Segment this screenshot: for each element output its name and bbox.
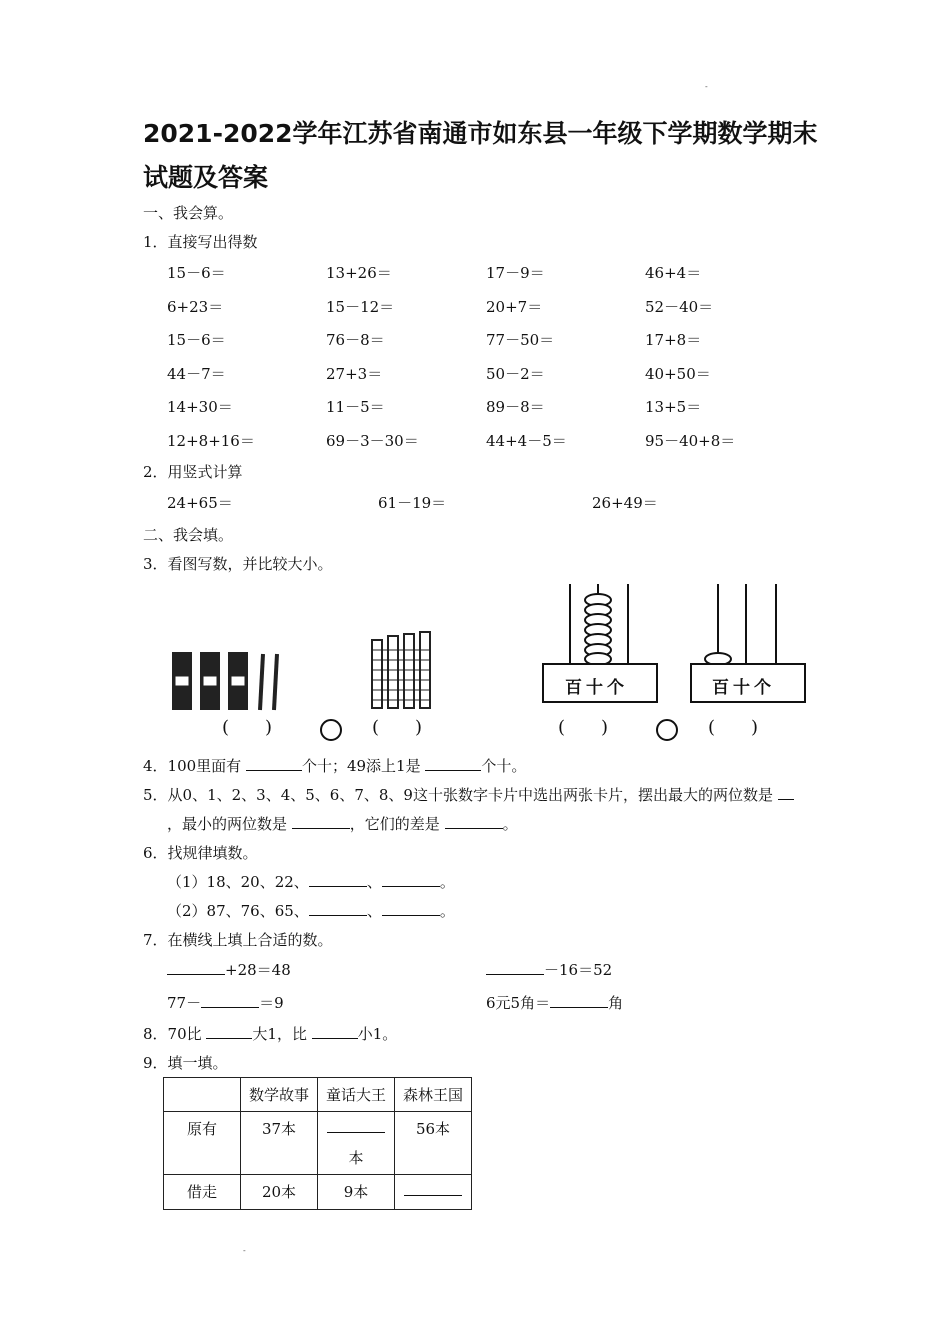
label-tens: 十 — [586, 678, 607, 698]
arithmetic-item: 13+26＝ — [326, 264, 392, 282]
arithmetic-item: 52－40＝ — [645, 298, 714, 316]
arithmetic-item: 44+4－5＝ — [486, 432, 567, 450]
q7-c — [167, 993, 284, 1013]
arithmetic-item: 77－50＝ — [486, 331, 555, 349]
table-cell: 20本 — [241, 1175, 318, 1210]
q4-text: 个十。 — [481, 757, 527, 775]
arithmetic-item: 46+4＝ — [645, 264, 702, 282]
answer-blank[interactable] — [309, 901, 367, 916]
q6-sequence: （1）18、20、22、 — [167, 873, 309, 891]
answer-paren: ( ) — [222, 717, 273, 738]
arithmetic-item: 6+23＝ — [167, 298, 224, 316]
arithmetic-item: 15－6＝ — [167, 264, 226, 282]
cube-columns — [372, 632, 430, 708]
arithmetic-item: 15－12＝ — [326, 298, 395, 316]
arithmetic-item: 20+7＝ — [486, 298, 543, 316]
table-cell — [395, 1175, 472, 1210]
q2-label: 2．用竖式计算 — [143, 463, 243, 481]
q8 — [143, 1024, 397, 1044]
table-row — [164, 1175, 472, 1210]
books-table — [163, 1077, 472, 1210]
compare-circle — [318, 717, 344, 743]
q7-equation: 77－ — [167, 994, 202, 1012]
arithmetic-item: 50－2＝ — [486, 365, 545, 383]
page-title: 2021-2022学年江苏省南通市如东县一年级下学期数学期末试题及答案 — [143, 119, 818, 192]
section-1-heading: 一、我会算。 — [143, 204, 234, 222]
stick-bundle — [172, 652, 277, 710]
arithmetic-item: 17－9＝ — [486, 264, 545, 282]
q5-text: ，最小的两位数是 — [167, 815, 288, 833]
answer-blank[interactable] — [201, 993, 259, 1008]
arithmetic-item: 15－6＝ — [167, 331, 226, 349]
answer-blank[interactable] — [312, 1024, 358, 1039]
answer-blank[interactable] — [778, 785, 794, 800]
q2-item: 24+65＝ — [167, 494, 233, 512]
arithmetic-item: 14+30＝ — [167, 398, 233, 416]
q7-equation: 6元5角＝ — [486, 994, 551, 1012]
q5-text: 。 — [502, 815, 518, 833]
label-hundreds: 百 — [565, 678, 586, 698]
answer-blank[interactable] — [486, 960, 544, 975]
period: 。 — [439, 873, 455, 891]
answer-blank[interactable] — [292, 814, 350, 829]
answer-paren: ( ) — [558, 717, 609, 738]
unit-text: 本 — [348, 1149, 364, 1167]
table-header: 童话大王 — [318, 1078, 395, 1112]
q8-text: 大1，比 — [252, 1025, 307, 1043]
q7-label: 7．在横线上填上合适的数。 — [143, 931, 333, 949]
q7-equation: 角 — [608, 994, 624, 1012]
row-label: 原有 — [164, 1112, 241, 1175]
q4 — [143, 756, 526, 776]
label-ones: 个 — [754, 678, 775, 698]
q7-b — [486, 960, 612, 980]
arithmetic-item: 40+50＝ — [645, 365, 711, 383]
q5-text: ，它们的差是 — [349, 815, 440, 833]
q5-line-1 — [143, 785, 794, 805]
answer-paren: ( ) — [708, 717, 759, 738]
table-header — [164, 1078, 241, 1112]
q8-text: 8．70比 — [143, 1025, 202, 1043]
row-label: 借走 — [164, 1175, 241, 1210]
period: 。 — [439, 902, 455, 920]
q6-label: 6．找规律填数。 — [143, 844, 258, 862]
answer-blank[interactable] — [167, 960, 225, 975]
q5-text: 5．从0、1、2、3、4、5、6、7、8、9这十张数字卡片中选出两张卡片，摆出最大的两位数是 — [143, 786, 773, 804]
table-header: 数学故事 — [241, 1078, 318, 1112]
arithmetic-item: 13+5＝ — [645, 398, 702, 416]
q4-text: 4．100里面有 — [143, 757, 242, 775]
arithmetic-item: 89－8＝ — [486, 398, 545, 416]
separator: 、 — [366, 902, 382, 920]
arithmetic-item: 69－3－30＝ — [326, 432, 419, 450]
q7-equation: －16＝52 — [544, 961, 613, 979]
label-tens: 十 — [733, 678, 754, 698]
answer-blank[interactable] — [550, 993, 608, 1008]
q5-line-2 — [167, 814, 518, 834]
answer-blank[interactable] — [309, 872, 367, 887]
arithmetic-item: 12+8+16＝ — [167, 432, 255, 450]
table-row — [164, 1112, 472, 1175]
q7-equation: +28＝48 — [225, 961, 291, 979]
table-header-row — [164, 1078, 472, 1112]
arithmetic-item: 95－40+8＝ — [645, 432, 736, 450]
answer-blank[interactable] — [382, 872, 440, 887]
label-hundreds: 百 — [712, 678, 733, 698]
q7-a — [167, 960, 291, 980]
abacus-2-labels — [712, 678, 775, 698]
q3-label: 3．看图写数，并比较大小。 — [143, 555, 333, 573]
label-ones: 个 — [607, 678, 628, 698]
q7-d — [486, 993, 623, 1013]
answer-blank[interactable] — [327, 1118, 385, 1133]
q6-sequence: （2）87、76、65、 — [167, 902, 309, 920]
q6-item-1 — [167, 872, 455, 892]
answer-blank[interactable] — [206, 1024, 252, 1039]
arithmetic-item: 27+3＝ — [326, 365, 383, 383]
table-cell: 56本 — [395, 1112, 472, 1175]
q2-item: 61－19＝ — [378, 494, 447, 512]
table-cell — [318, 1112, 395, 1175]
answer-blank[interactable] — [425, 756, 481, 771]
answer-blank[interactable] — [382, 901, 440, 916]
arithmetic-item: 11－5＝ — [326, 398, 385, 416]
q2-item: 26+49＝ — [592, 494, 658, 512]
arithmetic-item: 76－8＝ — [326, 331, 385, 349]
arithmetic-item: 44－7＝ — [167, 365, 226, 383]
q1-label: 1．直接写出得数 — [143, 233, 258, 251]
table-cell: 37本 — [241, 1112, 318, 1175]
section-2-heading: 二、我会填。 — [143, 526, 234, 544]
q7-equation: ＝9 — [259, 994, 284, 1012]
sticks-figure — [160, 630, 460, 715]
q9-label: 9．填一填。 — [143, 1054, 228, 1072]
answer-paren: ( ) — [372, 717, 423, 738]
answer-blank[interactable] — [246, 756, 302, 771]
compare-circle — [654, 717, 680, 743]
q6-item-2 — [167, 901, 455, 921]
separator: 、 — [366, 873, 382, 891]
q4-text: 个十；49添上1是 — [301, 757, 421, 775]
header-mark: - — [705, 82, 708, 91]
answer-blank[interactable] — [404, 1181, 462, 1196]
table-cell: 9本 — [318, 1175, 395, 1210]
footer-mark: - — [243, 1246, 246, 1255]
abacus-1-labels — [565, 678, 628, 698]
arithmetic-item: 17+8＝ — [645, 331, 702, 349]
answer-blank[interactable] — [445, 814, 503, 829]
q8-text: 小1。 — [357, 1025, 398, 1043]
table-header: 森林王国 — [395, 1078, 472, 1112]
